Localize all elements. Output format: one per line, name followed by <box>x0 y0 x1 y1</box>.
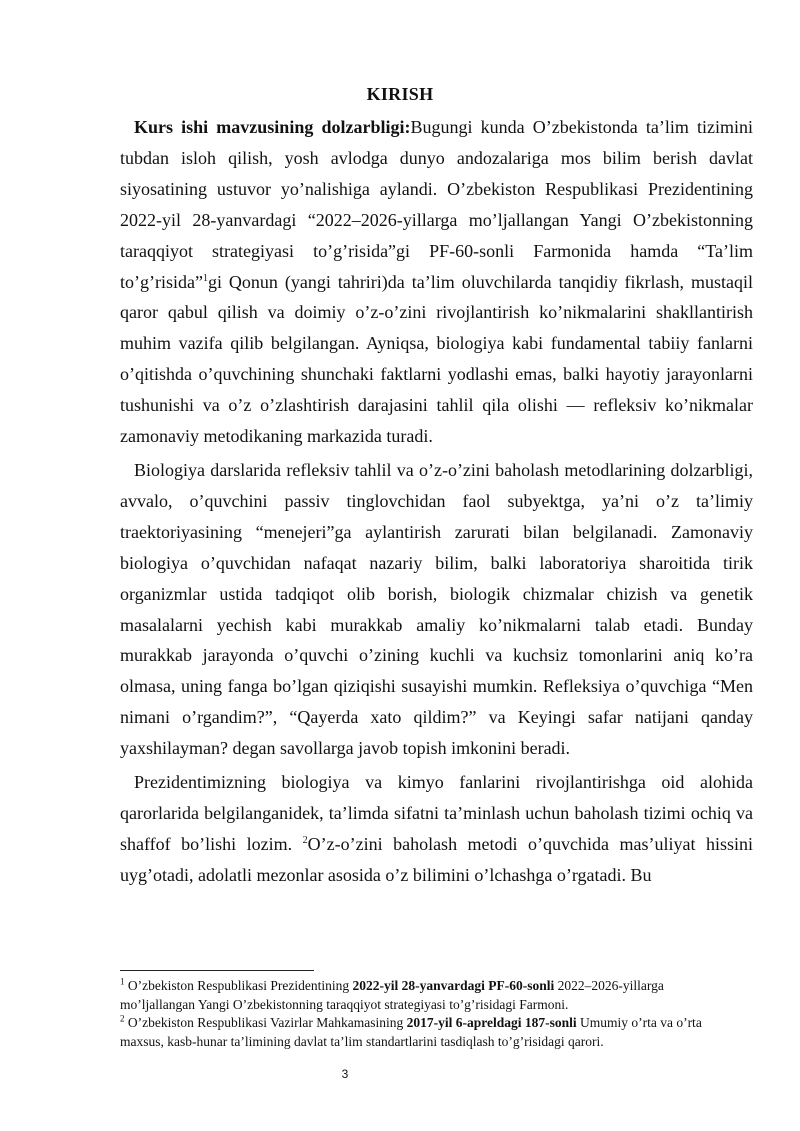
footnote-text: O’zbekiston Respublikasi Vazirlar Mahkamasining <box>124 1015 407 1030</box>
section-title: KIRISH <box>366 84 434 104</box>
footnote-bold: 2017-yil 6-apreldagi 187-sonli <box>406 1015 577 1030</box>
footnote <box>120 977 740 1014</box>
footnote-text: 2022–2026-yillarga mo’ljallangan Yangi O’zbekistonning taraqqiyot strategiyasi to’g’risidagi Farmoni. <box>120 978 664 1012</box>
paragraph-text: Prezidentimizning biologiya va kimyo fanlarini rivojlantirishga oid alohida qarorlarida belgilanganidek, ta’limda sifatni ta’minlash uchun baholash tizimi ochiq va shaffof bo’lishi lozim. <box>120 772 753 854</box>
paragraph-text: O’z-o’zini baholash metodi o’quvchida mas’uliyat hissini uyg’otadi, adolatli mezonlar asosida o’z bilimini o’lchashga o’rgatadi. Bu <box>120 833 753 885</box>
paragraph-text: gi Qonun (yangi tahriri)da ta’lim oluvchilarda tanqidiy fikrlash, mustaqil qaror qabul qilish va doimiy o’z-o’zini rivojlantirish ko’nikmalarini shakllantirish muhim vazifa qilib belgilangan. Ayniqsa, biologiya kabi fundamental tabiiy fanlarni o’qitishda o’quvchining shunchaki faktlarni yodlashi emas, balki hayotiy jarayonlarni tushunishi va o’z o’zlashtirish darajasini tahlil qila olishi — refleksiv ko’nikmalar zamonaviy metodikaning markazida turadi. <box>120 271 753 447</box>
footnote-mark: 1 <box>120 976 125 987</box>
footnote-ref: 1 <box>202 272 208 284</box>
footnote-separator <box>120 970 314 971</box>
page-number: 3 <box>341 1067 349 1081</box>
footnote-text: Umumiy o’rta va o’rta maxsus, kasb-hunar ta’limining davlat ta’lim standartlarini tasdiqlash to’g’risidagi qarori. <box>120 1015 702 1049</box>
footnote-bold: 2022-yil 28-yanvardagi PF-60-sonli <box>352 978 555 993</box>
footnote-ref: 2 <box>302 834 308 846</box>
relevance-lead: Kurs ishi mavzusining dolzarbligi: <box>134 117 411 137</box>
footnote <box>120 1014 740 1051</box>
footnote-mark: 2 <box>120 1013 125 1024</box>
paragraph-relevance <box>120 112 753 452</box>
paragraph-assessment <box>120 767 753 891</box>
footnotes <box>120 977 740 1051</box>
paragraph-text: Bugungi kunda O’zbekistonda ta’lim tizimini tubdan isloh qilish, yosh avlodga dunyo andozalariga mos bilim berish davlat siyosatining ustuvor yo’nalishiga aylandi. O’zbekiston Respublikasi Prezidentining 2022-yil 28-yanvardagi “2022–2026-yillarga mo’ljallangan Yangi O’zbekistonning taraqqiyot strategiyasi to’g’risida”gi PF-60-sonli Farmonida hamda “Ta’lim to’g’risida” <box>120 117 754 292</box>
paragraph-reflexion: Biologiya darslarida refleksiv tahlil va o’z-o’zini baholash metodlarining dolzarbligi, avvalo, o’quvchini passiv tinglovchidan faol subyektga, ya’ni o’z ta’limiy traektoriyasining “menejeri”ga aylantirish zarurati bilan belgilanadi. Zamonaviy biologiya o’quvchidan nafaqat nazariy bilim, balki laboratoriya sharoitida tirik organizmlar ustida tadqiqot olib borish, biologik chizmalar chizish va genetik masalalarni yechish kabi murakkab amaliy ko’nikmalarni talab etadi. Bunday murakkab jarayonda o’quvchi o’zining kuchli va kuchsiz tomonlarini aniq ko’ra olmasa, uning fanga bo’lgan qiziqishi susayishi mumkin. Refleksiya o’quvchiga “Men nimani o’rgandim?”, “Qayerda xato qildim?” va Keyingi safar natijani qanday yaxshilayman? degan savollarga javob topish imkonini beradi. <box>120 459 753 759</box>
footnote-text: O’zbekiston Respublikasi Prezidentining <box>124 978 353 993</box>
body-text <box>120 112 753 891</box>
